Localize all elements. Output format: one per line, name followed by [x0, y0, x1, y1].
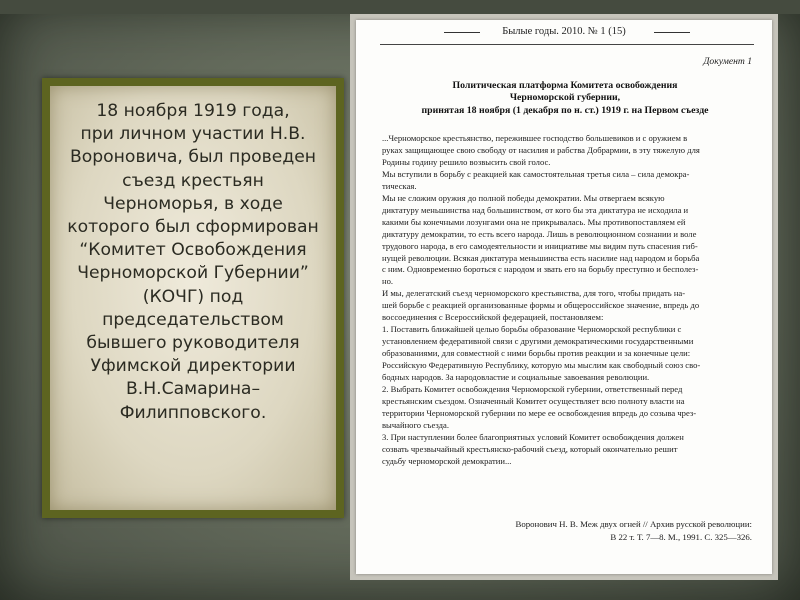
body-line: тическая. — [382, 180, 417, 191]
title-line: принятая 18 ноября (1 декабря по н. ст.) 1919 г. на Первом съезде — [421, 104, 709, 116]
body-line: трудового народа, в его самодеятельности и инициативе мы видим путь спасения гиб- — [382, 240, 698, 251]
card-line: которого был сформирован — [67, 217, 319, 238]
document-body — [382, 133, 754, 468]
card-line: Вороновича, был проведен — [69, 147, 317, 168]
title-line: Черноморской губернии, — [509, 92, 621, 104]
card-line: Филипповского. — [119, 402, 267, 423]
body-line: образованиями, для совместной с ними борьбы против реакции и за конечные цели: — [382, 348, 691, 359]
title-line: Политическая платформа Комитета освобождения — [452, 80, 678, 91]
body-line: руках защищающее свою свободу от насилия и рабства Добрармии, в эту тяжелую для — [382, 144, 700, 155]
body-line: установлением федеративной связи с другими демократическими государственными — [382, 336, 694, 347]
body-line: территории Черноморской губернии по мере ее освобождения впредь до созыва чрез- — [382, 407, 697, 418]
document-page — [356, 20, 772, 574]
source-line: В 22 т. Т. 7—8. М., 1991. С. 325—326. — [610, 532, 752, 542]
header-rule — [380, 44, 754, 45]
card-line: съезд крестьян — [122, 170, 264, 191]
text-card — [42, 78, 344, 518]
body-line: с ним. Одновременно бороться с народом и звать его на борьбу преступно и бесполез- — [382, 264, 699, 275]
card-line: 18 ноября 1919 года, — [96, 101, 290, 121]
body-line: диктатуру демократии, то есть всего народа. Лишь в революционном сознании и воле — [382, 228, 697, 239]
body-line: 3. При наступлении более благоприятных условий Комитет освобождения должен — [382, 431, 684, 442]
card-line: Уфимской директории — [90, 356, 296, 377]
card-line: при личном участии Н.В. — [80, 124, 306, 145]
body-line: воссоединения с Всероссийской федерацией, постановляем: — [382, 312, 604, 323]
card-line: В.Н.Самарина– — [125, 379, 261, 400]
card-line: (КОЧГ) под — [142, 286, 244, 307]
card-line: председательством — [102, 309, 284, 330]
body-line: Родины годину решило возвысить свой голос. — [382, 156, 551, 167]
card-line: “Комитет Освобождения — [79, 240, 307, 261]
source-line: Воронович Н. В. Меж двух огней // Архив русской революции: — [515, 519, 752, 529]
document-title — [376, 80, 754, 117]
header-dash-right — [654, 32, 690, 33]
body-line: 1. Поставить ближайшей целью борьбы образование Черноморской республики с — [382, 324, 682, 335]
body-line: Мы вступили в борьбу с реакцией как самостоятельная третья сила – сила демокра- — [382, 168, 690, 179]
body-line: Российскую Федеративную Республику, которую мы мыслим как свободный союз сво- — [382, 360, 701, 371]
body-line: крестьянским съездом. Означенный Комитет осуществляет всю полноту власти на — [382, 395, 685, 406]
card-text — [54, 100, 332, 425]
document-source — [515, 518, 752, 544]
body-line: И мы, делегатский съезд черноморского крестьянства, для того, чтобы придать на- — [382, 288, 686, 299]
journal-header: Былые годы. 2010. № 1 (15) — [502, 26, 626, 37]
body-line: шей борьбе с реакцией организованные формы и общероссийское значение, впредь до — [382, 300, 700, 311]
body-line: 2. Выбрать Комитет освобождения Черноморской губернии, ответственный перед — [382, 384, 683, 395]
body-line: но. — [382, 276, 394, 287]
body-line: какими бы конечными лозунгами она не прикрывалась. Мы противопоставляем ей — [382, 216, 686, 227]
top-band — [0, 0, 800, 14]
body-line: нущей революции. Всякая диктатура меньшинства есть насилие над народом и борьба — [382, 252, 700, 263]
card-line: бывшего руководителя — [86, 333, 300, 354]
card-line: Черноморской Губернии” — [77, 263, 309, 284]
card-line: Черноморья, в ходе — [103, 193, 283, 214]
body-line: бодных народов. За народовластие и социальные завоевания революции. — [382, 372, 650, 383]
text-card-paper — [50, 86, 336, 510]
body-line: созвать чрезвычайный крестьянско-рабочий съезд, который окончательно решит — [382, 443, 678, 454]
document-number: Документ 1 — [703, 56, 752, 67]
body-line: диктатуру меньшинства над большинством, от кого бы эта диктатура не исходила и — [382, 204, 689, 215]
body-line: ...Черноморское крестьянство, пережившее господство большевиков и с оружием в — [382, 133, 688, 143]
body-line: Мы не сложим оружия до полной победы демократии. Мы отвергаем всякую — [382, 192, 665, 203]
body-line: вычайного съезда. — [382, 419, 449, 430]
body-line: судьбу черноморской демократии... — [382, 455, 512, 466]
